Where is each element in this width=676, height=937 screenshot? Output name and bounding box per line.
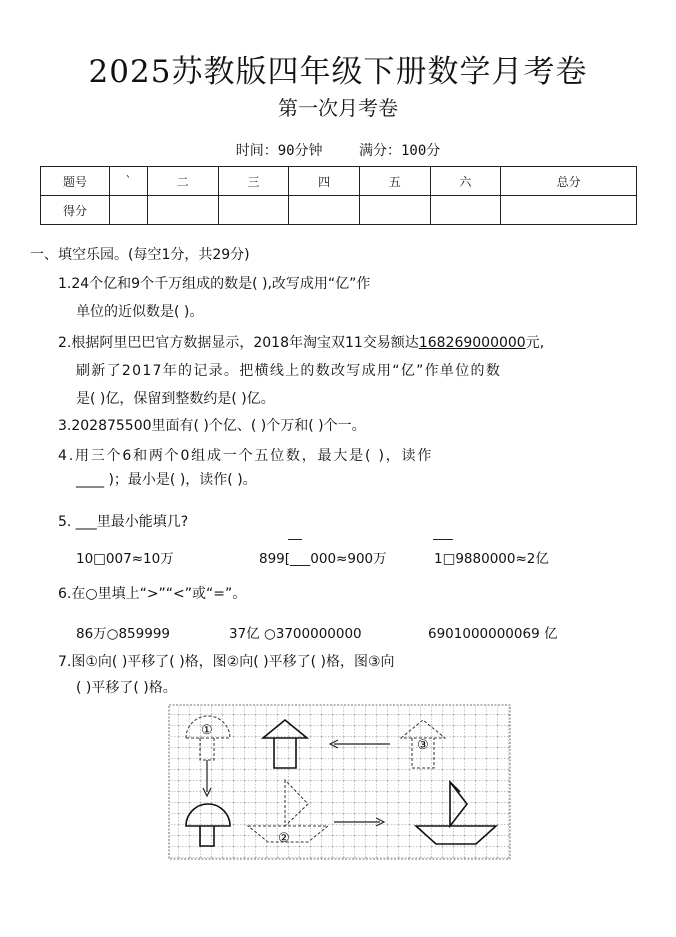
exam-full-score: 满分：100分 [359,143,441,159]
question-4-line-2: ____ )；最小是( )，读作( )。 [76,472,257,488]
question-7-line-1: 7.图①向( )平移了( )格，图②向( )平移了( )格，图③向 [58,654,395,670]
score-input-cell[interactable] [359,196,430,225]
score-table-header-row [41,167,637,196]
question-7-line-2: ( )平移了( )格。 [76,680,177,696]
question-5-item: 1□9880000≈2亿 [434,551,549,567]
score-input-cell[interactable] [218,196,289,225]
question-2-text-end: 元, [525,335,545,351]
paper-subtitle: 第一次月考卷 [278,96,398,120]
exam-info [0,140,676,160]
score-input-cell[interactable] [147,196,218,225]
overline-mark [433,539,453,540]
question-1-line-1: 1.24个亿和9个千万组成的数是( ),改写成用“亿”作 [58,276,371,292]
exam-time: 时间：90分钟 [235,143,323,159]
overline-mark [288,539,302,540]
translation-grid-figure [168,704,512,860]
question-1-line-2: 单位的近似数是( )。 [76,304,204,320]
question-2-text: 2.根据阿里巴巴官方数据显示，2018年淘宝双11交易额达 [58,335,419,351]
table-cell: 题号 [41,167,110,196]
question-5-item: 10□007≈10万 [76,551,174,567]
question-2-line-2: 刷新了2017年的记录。把横线上的数改写成用“亿”作单位的数 [76,363,502,379]
underlined-number: 168269000000 [418,335,526,351]
question-6-item: 37亿 ○3700000000 [229,626,362,642]
section-heading: 一、填空乐园。(每空1分，共29分) [30,247,250,263]
score-input-cell[interactable] [289,196,360,225]
table-cell: 六 [430,167,501,196]
table-cell: 五 [359,167,430,196]
figure-3-label: ③ [417,738,429,753]
question-2-line-3: 是( )亿，保留到整数约是( )亿。 [76,391,275,407]
question-2-line-1 [58,332,544,352]
table-cell: 四 [289,167,360,196]
table-cell: 三 [218,167,289,196]
score-input-cell[interactable] [110,196,148,225]
table-cell: 得分 [41,196,110,225]
question-4-line-1: 4.用三个6和两个0组成一个五位数，最大是( )，读作 [58,448,434,464]
figure-2-label: ② [278,831,290,846]
table-cell: 总分 [501,167,637,196]
score-table-score-row [41,196,637,225]
score-table [40,166,637,225]
paper-title: 2025苏教版四年级下册数学月考卷 [88,54,588,90]
question-6: 6.在○里填上“>”“<”或“=”。 [58,586,247,602]
score-input-cell[interactable] [430,196,501,225]
table-cell: ` [110,167,148,196]
question-5: 5. ___里最小能填几? [58,514,189,530]
question-5-item: 899[___000≈900万 [259,551,387,567]
question-3: 3.202875500里面有( )个亿、( )个万和( )个一。 [58,418,366,434]
dotted-grid [169,705,510,859]
figure-1-label: ① [201,723,213,738]
question-6-item: 86万○859999 [76,626,170,642]
score-input-cell[interactable] [501,196,637,225]
question-6-item: 6901000000069 亿 [428,626,558,642]
table-cell: 二 [147,167,218,196]
